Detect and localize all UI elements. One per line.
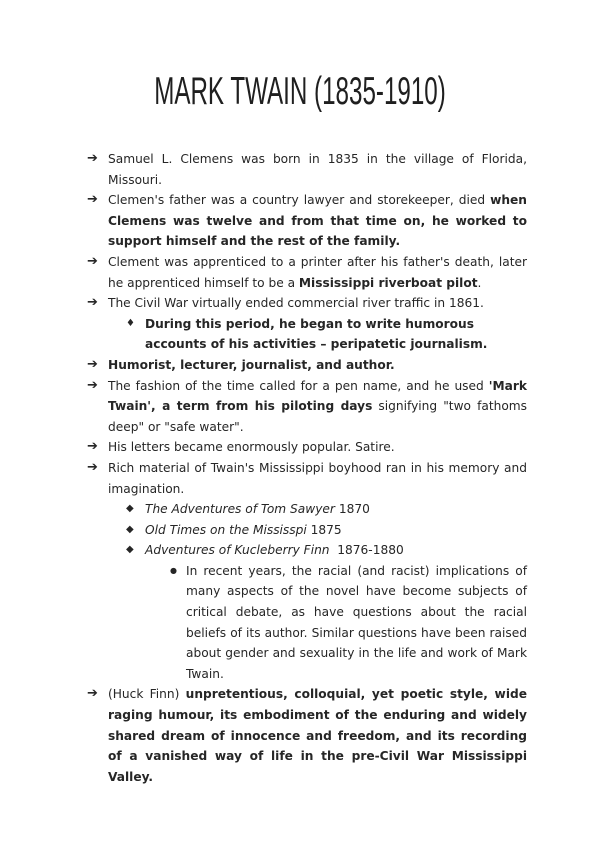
diamond-bullet-icon: ◆ bbox=[126, 523, 134, 535]
list-item: ➔ Clemen's father was a country lawyer and storekeeper, died when Clemens was twelve and from that time on, he worked to support himself and the rest of the family. bbox=[87, 192, 527, 249]
list-item: ➔ Rich material of Twain's Mississippi boyhood ran in his memory and imagination. bbox=[87, 459, 527, 496]
diamond-bullet-icon: ◆ bbox=[126, 503, 134, 515]
dot-bullet-icon: ● bbox=[170, 565, 177, 575]
arrow-bullet-icon: ➔ bbox=[87, 356, 98, 372]
arrow-bullet-icon: ➔ bbox=[87, 459, 98, 475]
page-title: MARK TWAIN (1835-1910) bbox=[154, 70, 446, 113]
work-item: ◆ Old Times on the Mississpi 1875 bbox=[87, 520, 527, 541]
sub-list-item: ♦ During this period, he began to write humorous accounts of his activities – peripatetic journalism. bbox=[87, 314, 527, 355]
arrow-bullet-icon: ➔ bbox=[87, 192, 98, 208]
list-item: ➔ His letters became enormously popular. Satire. bbox=[87, 437, 527, 458]
arrow-bullet-icon: ➔ bbox=[87, 686, 98, 702]
list-item: ➔ (Huck Finn) unpretentious, colloquial, yet poetic style, wide raging humour, its embodiment of the enduring and widely shared dream of innocence and freedom, and its recording of a vanished way of life in the pre-Civil War Mississippi Valley. bbox=[87, 686, 527, 784]
list-item: ➔ Clement was apprenticed to a printer after his father's death, later he apprenticed himself to be a Mississippi riverboat pilot. bbox=[87, 253, 527, 290]
diamond-bullet-icon: ◆ bbox=[126, 544, 134, 556]
arrow-bullet-icon: ➔ bbox=[87, 295, 98, 311]
list-item: ➔ Humorist, lecturer, journalist, and author. bbox=[87, 355, 527, 376]
bullet-list bbox=[87, 149, 527, 787]
work-item: ◆ The Adventures of Tom Sawyer 1870 bbox=[87, 499, 527, 520]
arrow-bullet-icon: ➔ bbox=[87, 151, 98, 166]
arrow-bullet-icon: ➔ bbox=[87, 439, 98, 455]
list-item: ➔ The Civil War virtually ended commercial river traffic in 1861. bbox=[87, 293, 527, 314]
work-item: ◆ Adventures of Kucleberry Finn 1876-1880 bbox=[87, 540, 527, 561]
list-item: ➔ Samuel L. Clemens was born in 1835 in the village of Florida, Missouri. bbox=[87, 151, 527, 187]
arrow-bullet-icon: ➔ bbox=[87, 253, 98, 269]
list-item: ➔ The fashion of the time called for a pen name, and he used 'Mark Twain', a term from his piloting days signifying "two fathoms deep" or "safe water". bbox=[87, 377, 528, 434]
diamond-bullet-icon: ♦ bbox=[126, 317, 135, 329]
arrow-bullet-icon: ➔ bbox=[87, 377, 98, 393]
nested-note: ● In recent years, the racial (and racist) implications of many aspects of the novel have become subjects of critical debate, as have questions about the racial beliefs of its author. Similar questions have been raised about gender and sexuality in the life and work of Mark Twain. bbox=[87, 561, 527, 685]
